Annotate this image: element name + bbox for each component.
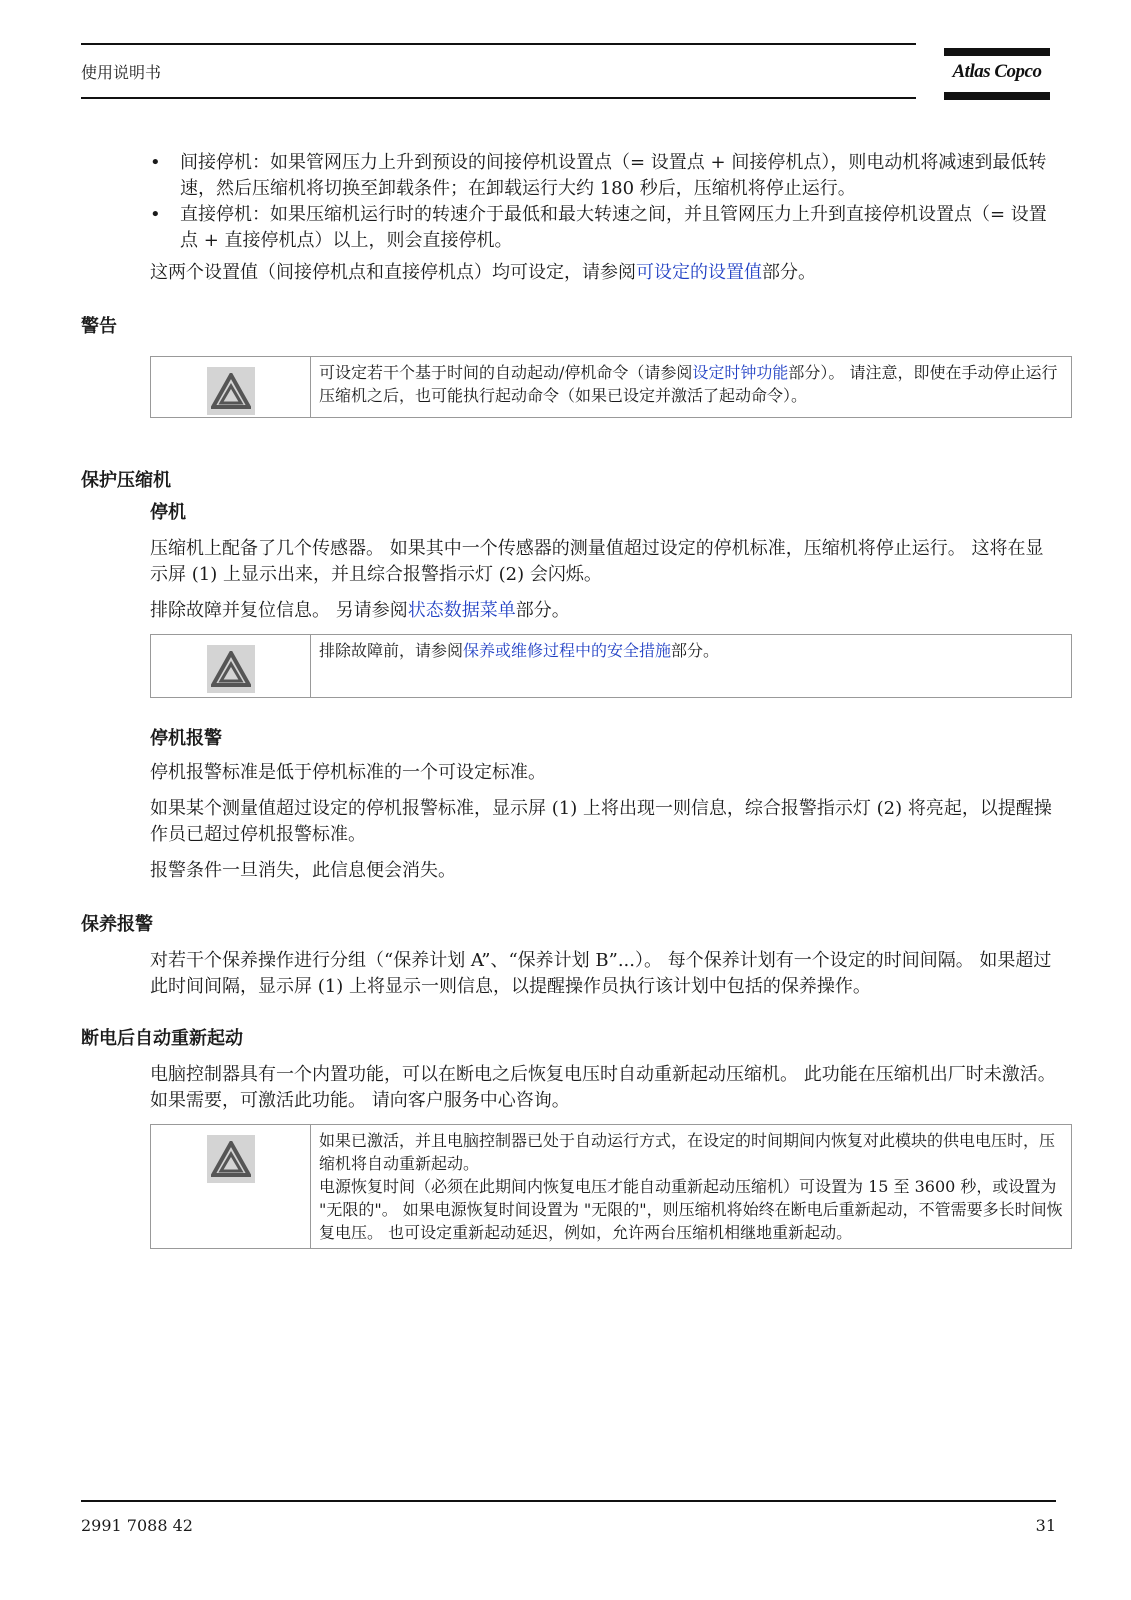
warning-box-restart (150, 1124, 1072, 1249)
auto-restart-paragraph: 电脑控制器具有一个内置功能，可以在断电之后恢复电压时自动重新起动压缩机。 此功能在压缩机出厂时未激活。 如果需要，可激活此功能。 请向客户服务中心咨询。 (150, 1064, 1056, 1111)
atlas-copco-logo (944, 48, 1050, 100)
shutdown-paragraph-1: 压缩机上配备了几个传感器。 如果其中一个传感器的测量值超过设定的停机标准，压缩机将停止运行。 这将在显示屏 (1) 上显示出来，并且综合报警指示灯 (2) 会闪烁。 (150, 538, 1044, 585)
link-safety-precautions[interactable]: 保养或维修过程中的安全措施 (463, 641, 672, 660)
shutdown-warning-paragraph-1: 停机报警标准是低于停机标准的一个可设定标准。 (150, 762, 546, 783)
intro-section (150, 150, 1056, 286)
bullet-dot: • (150, 152, 161, 173)
logo-bar-bottom (944, 92, 1050, 100)
text-run: 这两个设置值（间接停机点和直接停机点）均可设定，请参阅 (150, 262, 636, 283)
restart-box-text-2: 电源恢复时间（必须在此期间内恢复电压才能自动重新起动压缩机）可设置为 15 至 3600 秒，或设置为 "无限的"。 如果电源恢复时间设置为 "无限的"，则压缩机将始终在断电后重新起动，不管需要多长时间恢复电压。 也可设定重新起动延迟，例如，允许两台压缩机相继地重新起动。 (319, 1177, 1063, 1242)
heading-protect-compressor: 保护压缩机 (81, 470, 171, 491)
subheading-shutdown-warning: 停机报警 (150, 728, 222, 749)
text-run: 部分）。 请注意，即使在手动停止运行压缩机之后，也可能执行起动命令（如果已设定并激活了起动命令）。 (319, 363, 1058, 405)
stop-bullet-list (150, 150, 1056, 254)
logo-text: Atlas Copco (952, 61, 1042, 82)
shutdown-warning-paragraph-3: 报警条件一旦消失，此信息便会消失。 (150, 860, 456, 881)
heading-warning: 警告 (81, 316, 117, 337)
warning-box-safety (150, 634, 1072, 698)
text-run: 排除故障并复位信息。 另请参阅 (150, 600, 408, 621)
bullet-text: 直接停机：如果压缩机运行时的转速介于最低和最大转速之间，并且管网压力上升到直接停机设置点（= 设置点 + 直接停机点）以上，则会直接停机。 (180, 204, 1047, 251)
footer-rule (81, 1500, 1056, 1502)
link-status-data-menu[interactable]: 状态数据菜单 (407, 600, 516, 621)
subheading-shutdown: 停机 (150, 502, 186, 523)
header-rule-bottom (81, 97, 916, 99)
service-warning-paragraph: 对若干个保养操作进行分组（“保养计划 A”、“保养计划 B”...）。 每个保养计划有一个设定的时间间隔。 如果超过此时间间隔，显示屏 (1) 上将显示一则信息，以提醒操作员执行该计划中包括的保养操作。 (150, 950, 1052, 997)
text-run: 部分。 (762, 262, 816, 283)
warning-icon-cell (151, 635, 311, 697)
protect-section (150, 500, 1056, 624)
shutdown-warning-section (150, 726, 1056, 884)
logo-bar-top (944, 48, 1050, 56)
warning-triangle-icon (207, 1135, 255, 1183)
restart-box-text-1: 如果已激活，并且电脑控制器已处于自动运行方式，在设定的时间期间内恢复对此模块的供电电压时，压缩机将自动重新起动。 (319, 1131, 1056, 1173)
text-run: 部分。 (671, 641, 720, 660)
warning-text-cell (311, 357, 1071, 417)
link-clock-function[interactable]: 设定时钟功能 (692, 363, 789, 382)
warning-triangle-icon (207, 645, 255, 693)
warning-icon-cell (151, 357, 311, 417)
warning-triangle-icon (207, 367, 255, 415)
heading-auto-restart: 断电后自动重新起动 (81, 1028, 243, 1049)
text-run: 排除故障前，请参阅 (319, 641, 464, 660)
page-number: 31 (1035, 1516, 1056, 1535)
warning-text-cell (311, 635, 1071, 697)
bullet-text: 间接停机：如果管网压力上升到预设的间接停机设置点（= 设置点 + 间接停机点），则电动机将减速到最低转速，然后压缩机将切换至卸载条件；在卸载运行大约 180 秒后，压缩机将停止运行。 (180, 152, 1047, 199)
header-title: 使用说明书 (81, 63, 162, 82)
page-content (81, 150, 1063, 1249)
text-run: 部分。 (515, 600, 570, 621)
shutdown-paragraph-2 (150, 598, 1056, 624)
bullet-direct-stop (150, 202, 1056, 254)
warning-icon-cell (151, 1125, 311, 1248)
doc-number: 2991 7088 42 (81, 1516, 193, 1535)
text-run: 可设定若干个基于时间的自动起动/停机命令（请参阅 (319, 363, 693, 382)
warning-text-cell (311, 1125, 1071, 1248)
bullet-dot: • (150, 204, 161, 225)
warning-box-clock (150, 356, 1072, 418)
service-warning-section (150, 948, 1056, 1000)
setpoint-paragraph (150, 260, 1056, 286)
heading-service-warning: 保养报警 (81, 914, 153, 935)
link-settable-setpoints[interactable]: 可设定的设置值 (636, 262, 762, 283)
auto-restart-section (150, 1062, 1056, 1114)
header-rule-top (81, 43, 916, 45)
shutdown-warning-paragraph-2: 如果某个测量值超过设定的停机报警标准，显示屏 (1) 上将出现一则信息，综合报警指示灯 (2) 将亮起，以提醒操作员已超过停机报警标准。 (150, 798, 1052, 845)
bullet-indirect-stop (150, 150, 1056, 202)
